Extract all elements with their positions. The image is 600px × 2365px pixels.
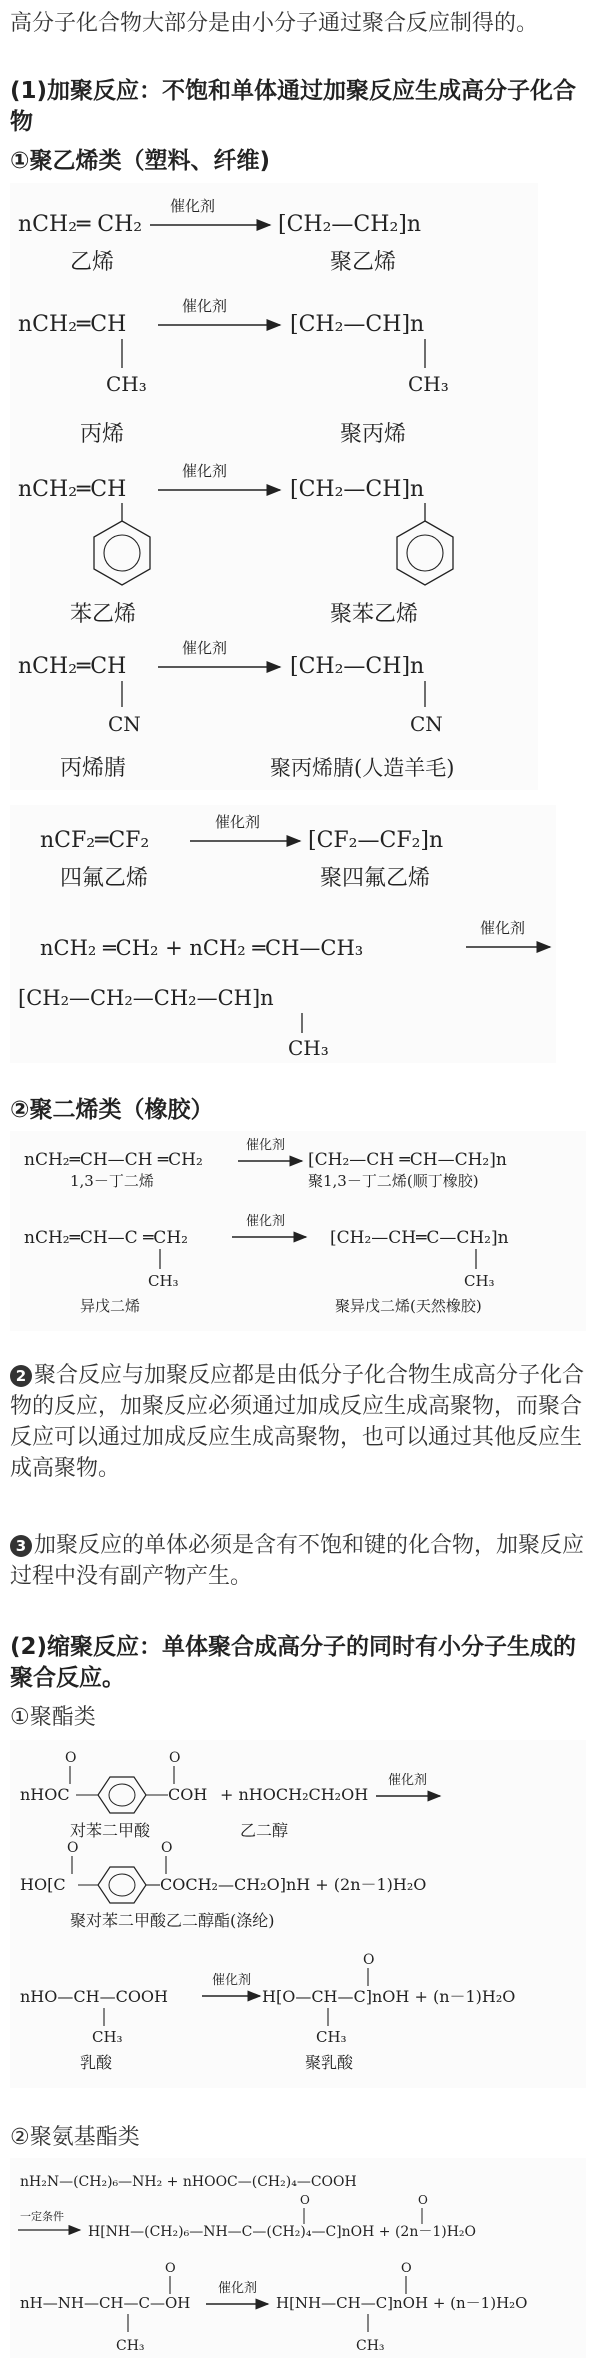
tfe-name: 四氟乙烯 [60, 866, 149, 891]
polyisoprene-substituent: CH₃ [464, 1272, 495, 1290]
propylene-formula: nCH₂═CH [18, 312, 127, 337]
svg-text:O: O [300, 2193, 310, 2207]
addition-sub2-heading: ②聚二烯类（橡胶） [10, 1097, 214, 1123]
copolymer-reactants: nCH₂ ═CH₂ + nCH₂ ═CH—CH₃ [40, 936, 364, 960]
addition-sub1-heading: ①聚乙烯类（塑料、纤维) [10, 148, 270, 174]
catalyst-label: 催化剂 [246, 1214, 286, 1229]
condensation-sub2-heading: ②聚氨基酯类 [10, 2125, 140, 2150]
condition-label: 一定条件 [20, 2210, 64, 2223]
benzene-ring-icon [98, 1867, 146, 1903]
catalyst-label: 催化剂 [480, 919, 526, 937]
rxn-acrylonitrile [18, 639, 454, 781]
fluoro-copolymer-figure [10, 805, 556, 1063]
pla-substituent: CH₃ [316, 2028, 347, 2046]
benzene-ring-icon [397, 521, 453, 585]
acrylonitrile-name: 丙烯腈 [60, 756, 127, 781]
svg-text:O: O [363, 1952, 375, 1968]
polyacrylonitrile-formula: [CH₂—CH]n [290, 654, 425, 679]
svg-text:O: O [418, 2193, 428, 2207]
propylene-name: 丙烯 [80, 422, 125, 447]
polyamide-figure [10, 2158, 586, 2358]
rxn-copolymer [18, 919, 550, 1060]
pet-product-left: HO[C [20, 1875, 66, 1894]
amino-acid-substituent: CH₃ [116, 2338, 145, 2354]
polyester-figure [10, 1740, 586, 2088]
diene-polymers-figure [10, 1131, 586, 1331]
svg-text:O: O [165, 2261, 176, 2276]
nylon-reactants: nH₂N—(CH₂)₆—NH₂ + nHOOC—(CH₂)₄—COOH [20, 2174, 357, 2190]
catalyst-label: 催化剂 [182, 639, 228, 657]
rxn-nylon [18, 2174, 476, 2240]
svg-text:O: O [161, 1840, 173, 1856]
rxn-pla [20, 1952, 515, 2072]
note-bullet-icon: 2 [10, 1365, 32, 1387]
copolymer-product: [CH₂—CH₂—CH₂—CH]n [18, 986, 274, 1010]
amino-acid-formula: nH—NH—CH—C—OH [20, 2294, 191, 2312]
condensation-heading: (2)缩聚反应：单体聚合成高分子的同时有小分子生成的聚合反应。 [10, 1634, 577, 1691]
ptfe-name: 聚四氟乙烯 [320, 866, 431, 891]
polybutadiene-formula: [CH₂—CH ═CH—CH₂]n [308, 1150, 507, 1170]
condensation-sub1-heading: ①聚酯类 [10, 1705, 96, 1730]
svg-text:O: O [169, 1750, 181, 1766]
polypropylene-name: 聚丙烯 [340, 422, 407, 447]
benzene-ring-icon [98, 1777, 146, 1813]
polyisoprene-name: 聚异戊二烯(天然橡胶) [335, 1297, 482, 1315]
rxn-propylene [18, 297, 449, 447]
polyethylene-formula: [CH₂—CH₂]n [278, 212, 422, 237]
polypropylene-substituent: CH₃ [408, 372, 449, 396]
polyethylene-name: 聚乙烯 [330, 250, 397, 275]
polypeptide-formula: H[NH—CH—C]nOH + (n－1)H₂O [276, 2294, 528, 2312]
svg-text:O: O [401, 2261, 412, 2276]
isoprene-substituent: CH₃ [148, 1272, 179, 1290]
rxn-styrene [18, 462, 453, 627]
polyacrylonitrile-name: 聚丙烯腈(人造羊毛) [270, 756, 455, 780]
tfe-formula: nCF₂═CF₂ [40, 828, 150, 853]
catalyst-label: 催化剂 [182, 462, 228, 480]
catalyst-label: 催化剂 [246, 1138, 286, 1153]
addition-heading: (1)加聚反应：不饱和单体通过加聚反应生成高分子化合物 [10, 78, 577, 135]
pla-name: 聚乳酸 [305, 2053, 354, 2072]
polyisoprene-formula: [CH₂—CH═C—CH₂]n [330, 1228, 509, 1248]
polyacrylonitrile-substituent: CN [410, 712, 443, 736]
ptfe-formula: [CF₂—CF₂]n [308, 828, 444, 853]
rxn-ethylene [18, 197, 421, 275]
propylene-substituent: CH₃ [106, 372, 147, 396]
pet-poly-name: 聚对苯二甲酸乙二醇酯(涤纶) [70, 1911, 275, 1930]
styrene-formula: nCH₂═CH [18, 477, 127, 502]
catalyst-label: 催化剂 [218, 2281, 258, 2296]
ethylene-name: 乙烯 [70, 250, 115, 275]
butadiene-formula: nCH₂═CH—CH ═CH₂ [24, 1150, 203, 1170]
lactic-name: 乳酸 [80, 2053, 113, 2072]
note-text: 聚合反应与加聚反应都是由低分子化合物生成高分子化合物的反应，加聚反应必须通过加成反应生成高聚物，而聚合反应可以通过加成反应生成高聚物，也可以通过其他反应生成高聚物。 [10, 1363, 585, 1481]
catalyst-label: 催化剂 [388, 1773, 428, 1788]
polybutadiene-name: 聚1,3－丁二烯(顺丁橡胶) [308, 1172, 479, 1190]
catalyst-label: 催化剂 [182, 297, 228, 315]
catalyst-label: 催化剂 [212, 1973, 252, 1988]
vinyl-polymers-figure [10, 183, 538, 790]
nylon-product: H[NH—(CH₂)₆—NH—C—(CH₂)₄—C]nOH + (2n－1)H₂O [88, 2224, 477, 2240]
pet-glycol: + nHOCH₂CH₂OH [220, 1785, 369, 1804]
rxn-pet [20, 1750, 440, 1930]
note-item [10, 1530, 590, 1592]
benzene-ring-icon [94, 521, 150, 585]
copolymer-substituent: CH₃ [288, 1036, 329, 1060]
polypropylene-formula: [CH₂—CH]n [290, 312, 425, 337]
note-item [10, 1360, 590, 1484]
polystyrene-name: 聚苯乙烯 [330, 602, 419, 627]
rxn-butadiene [24, 1137, 507, 1190]
intro-text: 高分子化合物大部分是由小分子通过聚合反应制得的。 [10, 11, 539, 36]
butadiene-name: 1,3－丁二烯 [70, 1172, 154, 1190]
catalyst-label: 催化剂 [215, 813, 261, 831]
lactic-substituent: CH₃ [92, 2028, 123, 2046]
isoprene-formula: nCH₂═CH—C ═CH₂ [24, 1228, 188, 1248]
pet-reactant-left: nHOC [20, 1785, 70, 1804]
pet-reactant-right: COH [168, 1785, 208, 1804]
ethylene-formula: nCH₂═ CH₂ [18, 212, 143, 237]
rxn-amino-acid [20, 2261, 527, 2354]
isoprene-name: 异戊二烯 [80, 1297, 141, 1315]
rxn-tfe [40, 813, 443, 891]
pet-product-right: COCH₂—CH₂O]nH + (2n－1)H₂O [160, 1875, 427, 1894]
svg-text:O: O [65, 1750, 77, 1766]
pet-acid-name: 对苯二甲酸 [70, 1821, 151, 1840]
polypeptide-substituent: CH₃ [356, 2338, 385, 2354]
pla-formula: H[O—CH—C]nOH + (n－1)H₂O [262, 1987, 516, 2006]
catalyst-label: 催化剂 [170, 197, 216, 215]
svg-text:O: O [67, 1840, 79, 1856]
polystyrene-formula: [CH₂—CH]n [290, 477, 425, 502]
acrylonitrile-substituent: CN [108, 712, 141, 736]
styrene-name: 苯乙烯 [70, 602, 137, 627]
pet-glycol-name: 乙二醇 [240, 1821, 289, 1840]
lactic-formula: nHO—CH—COOH [20, 1987, 168, 2006]
rxn-isoprene [24, 1213, 509, 1315]
acrylonitrile-formula: nCH₂═CH [18, 654, 127, 679]
note-text: 加聚反应的单体必须是含有不饱和键的化合物，加聚反应过程中没有副产物产生。 [10, 1533, 585, 1589]
note-bullet-icon: 3 [10, 1535, 32, 1557]
